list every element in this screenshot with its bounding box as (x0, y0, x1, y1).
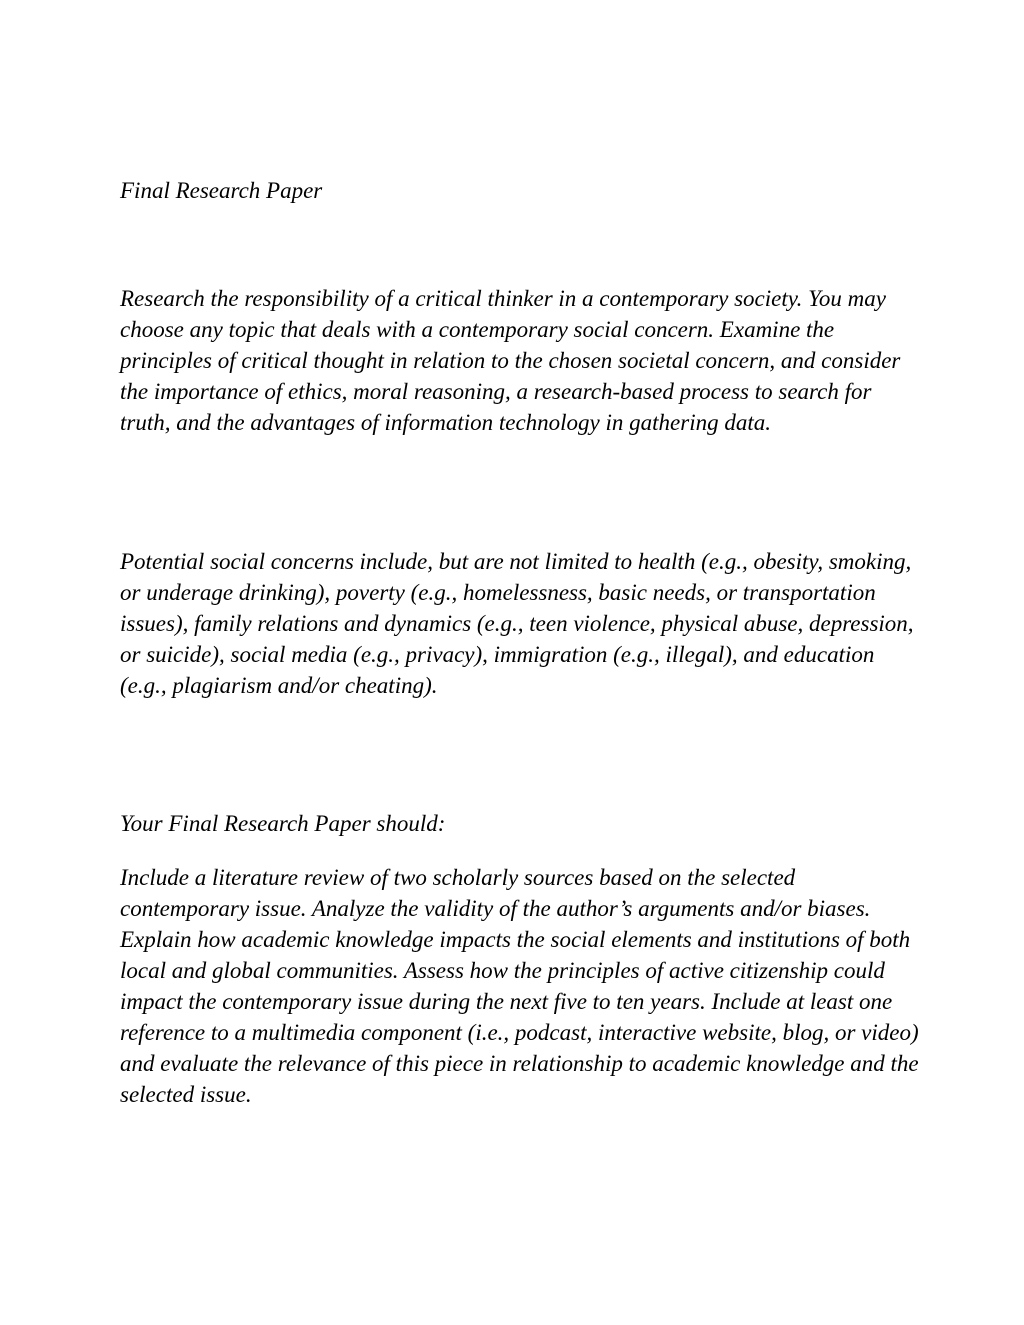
social-concerns-paragraph: Potential social concerns include, but are not limited to health (e.g., obesity, smoking, or underage drinking), poverty (e.g., homelessness, basic needs, or transportation issues), family relations and dynamics (e.g., teen violence, physical abuse, depression, or suicide), social media (e.g., privacy), immigration (e.g., illegal), and education (e.g., plagiarism and/or cheating). (120, 549, 914, 698)
requirements-heading: Your Final Research Paper should: (120, 811, 446, 836)
intro-paragraph: Research the responsibility of a critical thinker in a contemporary society. You may choose any topic that deals with a contemporary social concern. Examine the principles of critical thought in relation to the chosen societal concern, and consider the importance of ethics, moral reasoning, a research-based process to search for truth, and the advantages of information technology in gathering data. (120, 286, 901, 435)
document-title: Final Research Paper (120, 178, 323, 203)
requirements-paragraph: Include a literature review of two scholarly sources based on the selected contemporary issue. Analyze the validity of the author’s arguments and/or biases. Explain how academic knowledge impacts the social elements and institutions of both local and global communities. Assess how the principles of active citizenship could impact the contemporary issue during the next five to ten years. Include at least one reference to a multimedia component (i.e., podcast, interactive website, blog, or video) and evaluate the relevance of this piece in relationship to academic knowledge and the selected issue. (120, 865, 919, 1107)
